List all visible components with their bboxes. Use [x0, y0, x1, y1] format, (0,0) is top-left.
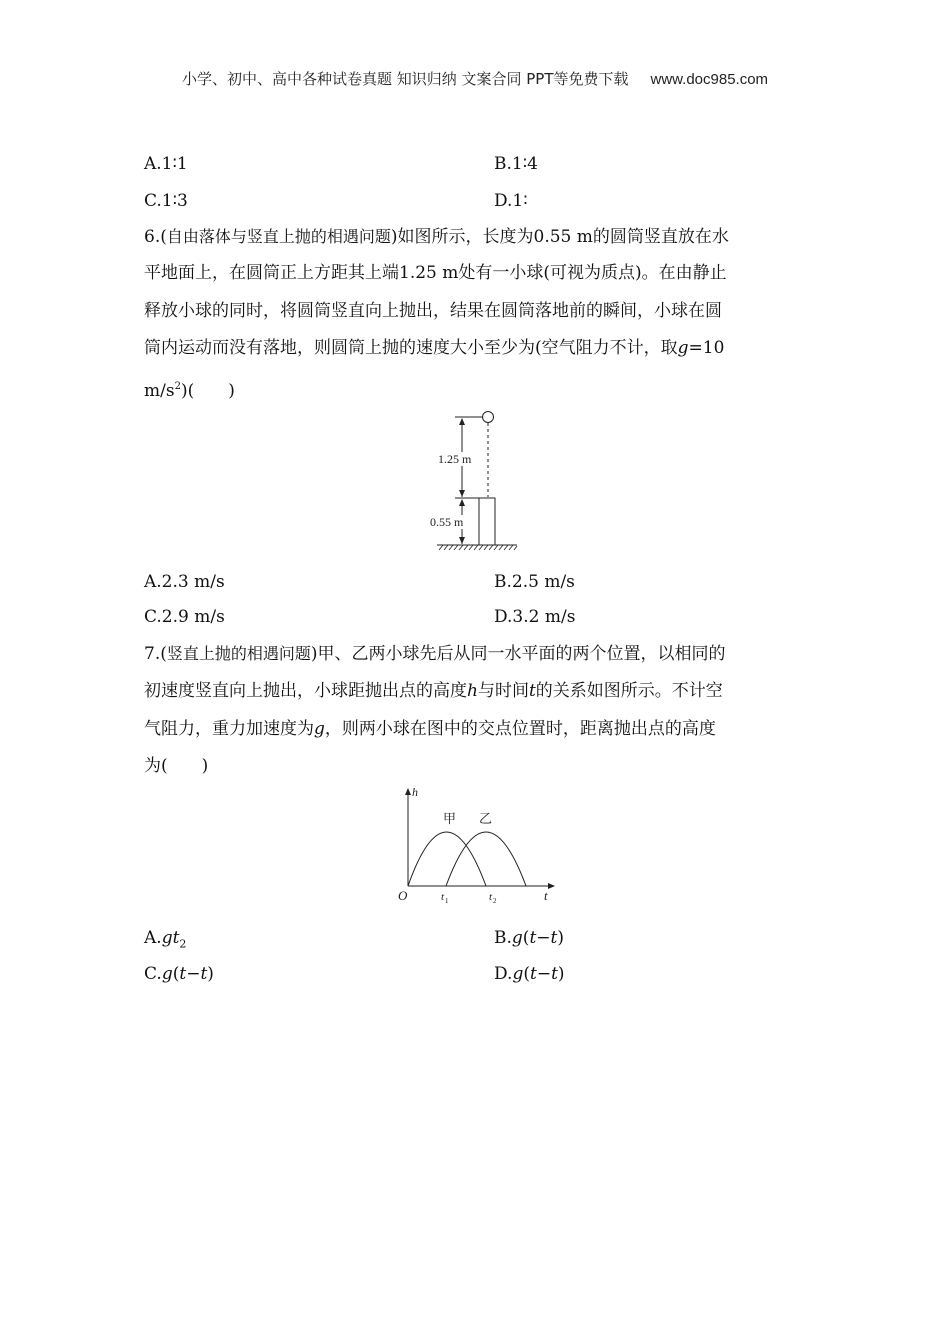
q7-figure: [392, 783, 567, 908]
q6-number: 6.(: [144, 227, 167, 247]
q7-curve-jia: [408, 832, 486, 886]
q6-label-125: 1.25 m: [438, 452, 472, 466]
q7-origin-label: O: [398, 888, 408, 903]
q7-line1-text: )甲、乙两小球先后从同一水平面的两个位置，以相同的: [310, 644, 726, 664]
q7-option-d-open: (: [523, 964, 530, 984]
q7-option-b-close: ): [557, 928, 565, 948]
q6-figure: [425, 405, 525, 553]
q7-option-b-minus: −: [536, 928, 551, 948]
q7-option-d-t1: t: [529, 964, 537, 984]
q5-option-d: D.1∶: [494, 191, 528, 211]
q7-option-a-prefix: A.: [144, 928, 162, 948]
q7-t2-sub: 2: [493, 897, 497, 905]
q6-line4-post: =10: [688, 338, 725, 358]
q7-option-c-t2: t: [200, 964, 208, 984]
q7-option-a-var: gt: [161, 928, 180, 948]
q6-arrow-up-2: [459, 499, 465, 506]
q6-var-g: g: [677, 338, 689, 358]
q6-topic-tag: 自由落体与竖直上抛的相遇问题: [166, 227, 391, 246]
q6-ball: [483, 412, 494, 423]
q6-arrow-down-2: [459, 537, 465, 544]
q7-t1-sub: 1: [445, 897, 449, 905]
q7-option-d-g: g: [512, 964, 524, 984]
q7-line2-pre: 初速度竖直向上抛出，小球距抛出点的高度: [144, 681, 467, 701]
q6-arrow-up-1: [459, 418, 465, 425]
q7-var-g: g: [314, 719, 325, 739]
q7-line3-post: ，则两小球在图中的交点位置时，距离抛出点的高度: [324, 719, 716, 739]
q7-var-t: t: [528, 681, 536, 701]
q7-option-a: [144, 928, 186, 954]
q7-option-d-minus: −: [536, 964, 552, 984]
q6-line-1: [144, 227, 729, 247]
q7-curve1-label: 甲: [443, 812, 457, 827]
q7-option-a-sub: 2: [179, 937, 187, 951]
q6-option-b: B.2.5 m/s: [494, 572, 575, 592]
q7-option-b-t2: t: [550, 928, 558, 948]
q6-bracket: )( ): [180, 381, 235, 401]
q6-arrow-down-1: [459, 490, 465, 497]
q7-option-b: [494, 928, 564, 948]
q7-line-4: 为( ): [144, 756, 209, 776]
q7-option-b-prefix: B.: [494, 928, 512, 948]
q7-y-label: h: [412, 785, 418, 799]
q7-option-c-open: (: [172, 964, 180, 984]
q7-option-c-prefix: C.: [144, 964, 162, 984]
q7-option-c-minus: −: [186, 964, 201, 984]
q7-topic-tag: 竖直上抛的相遇问题: [166, 644, 311, 663]
q7-option-c: [144, 964, 214, 984]
q6-option-a: A.2.3 m/s: [144, 572, 225, 592]
q7-option-b-open: (: [522, 928, 530, 948]
q6-line-2: 平地面上，在圆筒正上方距其上端1.25 m处有一小球(可视为质点)。在由静止: [144, 263, 727, 283]
q6-unit-sup: 2: [174, 381, 181, 392]
q6-option-d: D.3.2 m/s: [494, 607, 576, 627]
q7-option-b-g: g: [511, 928, 523, 948]
q7-line-3: [144, 719, 716, 739]
q6-line-3: 释放小球的同时，将圆筒竖直向上抛出，结果在圆筒落地前的瞬间，小球在圆: [144, 301, 722, 321]
q7-option-d-close: ): [557, 964, 565, 984]
q6-unit: m/s: [144, 381, 175, 401]
q7-t2-label: t: [489, 891, 493, 903]
header-text: 小学、初中、高中各种试卷真题 知识归纳 文案合同 PPT等免费下载: [181, 70, 629, 88]
q7-number: 7.(: [144, 644, 167, 664]
q6-label-055: 0.55 m: [430, 515, 464, 529]
q7-curve-yi: [446, 832, 526, 886]
q7-line2-post: 的关系如图所示。不计空: [535, 681, 723, 701]
q7-option-b-t1: t: [529, 928, 537, 948]
q7-t1-label: t: [441, 891, 445, 903]
q5-option-a: A.1∶1: [144, 154, 188, 174]
q7-line2-mid: 与时间: [477, 681, 529, 701]
header-url[interactable]: www.doc985.com: [650, 71, 769, 88]
q6-option-c: C.2.9 m/s: [144, 607, 225, 627]
q7-var-h: h: [467, 681, 478, 701]
q7-y-arrow: [405, 788, 411, 795]
q6-tube: [479, 498, 495, 545]
q6-ground-hatch: [439, 545, 517, 550]
q7-x-arrow: [548, 883, 555, 889]
q7-line3-pre: 气阻力，重力加速度为: [144, 719, 314, 739]
q7-option-d: [494, 964, 565, 984]
q6-line-4: [144, 338, 724, 358]
q7-option-d-prefix: D.: [494, 964, 513, 984]
q7-option-c-t1: t: [179, 964, 187, 984]
q6-line4-text: 筒内运动而没有落地，则圆筒上抛的速度大小至少为(空气阻力不计，取: [144, 338, 678, 358]
q6-line1-text: )如图所示，长度为0.55 m的圆筒竖直放在水: [390, 227, 729, 247]
q7-line-1: [144, 644, 726, 664]
q7-option-d-t2: t: [551, 964, 558, 984]
q6-line-5: [144, 377, 235, 401]
q5-option-b: B.1∶4: [494, 154, 538, 174]
q7-x-label: t: [544, 888, 548, 903]
q5-option-c: C.1∶3: [144, 191, 188, 211]
q7-option-c-close: ): [207, 964, 214, 984]
page-header: [0, 68, 950, 89]
q7-line-2: [144, 681, 723, 701]
q7-curve2-label: 乙: [479, 812, 493, 827]
q7-option-c-g: g: [161, 964, 173, 984]
